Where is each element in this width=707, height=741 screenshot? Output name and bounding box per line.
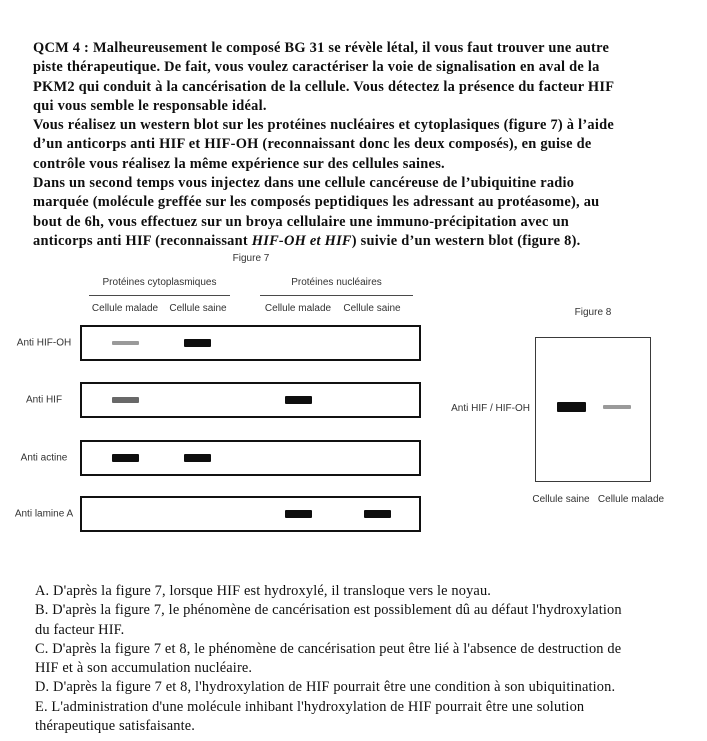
blot-band bbox=[557, 402, 586, 412]
question-line: Dans un second temps vous injectez dans une cellule cancéreuse de l’ubiquitine radio bbox=[33, 175, 575, 192]
figure-7-column-label: Cellule saine bbox=[169, 303, 227, 314]
question-line: qui vous semble le responsable idéal. bbox=[33, 97, 267, 114]
blot-band bbox=[112, 341, 139, 345]
figure-8-row-label: Anti HIF / HIF-OH bbox=[451, 403, 530, 414]
question-line: piste thérapeutique. De fait, vous voulez caractériser la voie de signalisation en aval de la bbox=[33, 59, 600, 76]
group-underline bbox=[89, 295, 230, 296]
figure-8-blot-box bbox=[535, 337, 651, 482]
blot-band bbox=[285, 510, 312, 518]
blot-band bbox=[603, 405, 631, 410]
blot-band bbox=[184, 339, 211, 347]
group-underline bbox=[260, 295, 413, 296]
figure-7-group-nuclear: Protéines nucléaires bbox=[291, 277, 382, 288]
figure-7-column-label: Cellule saine bbox=[343, 303, 401, 314]
question-line-part: anticorps anti HIF (reconnaissant bbox=[33, 232, 252, 249]
blot-band bbox=[285, 396, 312, 404]
figure-7-row-label: Anti HIF-OH bbox=[16, 337, 72, 349]
figure-8-column-label: Cellule malade bbox=[597, 494, 665, 505]
question-line: marquée (molécule greffée sur les composés peptidiques les adressant au protéasome), au bbox=[33, 194, 600, 211]
figure-7-row-label: Anti actine bbox=[20, 452, 68, 464]
figure-8-title: Figure 8 bbox=[574, 307, 612, 318]
figure-7-row-label: Anti HIF bbox=[25, 394, 63, 406]
option-line: D. D'après la figure 7 et 8, l'hydroxylation de HIF pourrait être une condition à son ubiquitination. bbox=[35, 679, 616, 696]
question-line-part: ) suivie d’un western blot (figure 8). bbox=[351, 232, 581, 249]
figure-7-group-cytoplasmic: Protéines cytoplasmiques bbox=[102, 277, 217, 288]
blot-band bbox=[184, 454, 211, 462]
question-line: d’un anticorps anti HIF et HIF-OH (reconnaissant donc les deux composés), en guise de bbox=[33, 136, 592, 153]
option-line: A. D'après la figure 7, lorsque HIF est hydroxylé, il transloque vers le noyau. bbox=[35, 583, 492, 599]
blot-band bbox=[112, 397, 139, 403]
option-line: HIF et à son accumulation nucléaire. bbox=[35, 660, 253, 677]
blot-band bbox=[112, 454, 139, 462]
figure-7-column-label: Cellule malade bbox=[264, 303, 332, 314]
question-line: QCM 4 : Malheureusement le composé BG 31 se révèle létal, il vous faut trouver une autre bbox=[33, 40, 610, 56]
option-line: E. L'administration d'une molécule inhibant l'hydroxylation de HIF pourrait être une solution bbox=[35, 698, 585, 715]
question-line: PKM2 qui conduit à la cancérisation de la cellule. Vous détectez la présence du facteur HIF bbox=[33, 78, 615, 95]
question-line-italic: HIF-OH et HIF bbox=[251, 232, 352, 249]
figure-7-column-label: Cellule malade bbox=[91, 303, 159, 314]
figure-8-column-label: Cellule saine bbox=[532, 494, 590, 505]
question-line bbox=[33, 232, 683, 251]
answer-options bbox=[35, 582, 695, 736]
option-line: B. D'après la figure 7, le phénomène de cancérisation est possiblement dû au défaut l'hydroxylation bbox=[35, 602, 622, 619]
figure-7-row-label: Anti lamine A bbox=[14, 508, 74, 520]
option-line: thérapeutique satisfaisante. bbox=[35, 718, 196, 735]
option-line: du facteur HIF. bbox=[35, 621, 125, 638]
question-line: bout de 6h, vous effectuez sur un broya cellulaire une immuno-précipitation avec un bbox=[33, 213, 570, 230]
question-text bbox=[33, 39, 683, 251]
blot-band bbox=[364, 510, 391, 518]
question-line: contrôle vous réalisez la même expérience sur des cellules saines. bbox=[33, 155, 445, 172]
option-line: C. D'après la figure 7 et 8, le phénomène de cancérisation peut être lié à l'absence de destruction de bbox=[35, 640, 622, 657]
question-line: Vous réalisez un western blot sur les protéines nucléaires et cytoplasiques (figure 7) à l’aide bbox=[33, 117, 614, 134]
figure-7-title: Figure 7 bbox=[232, 253, 270, 264]
